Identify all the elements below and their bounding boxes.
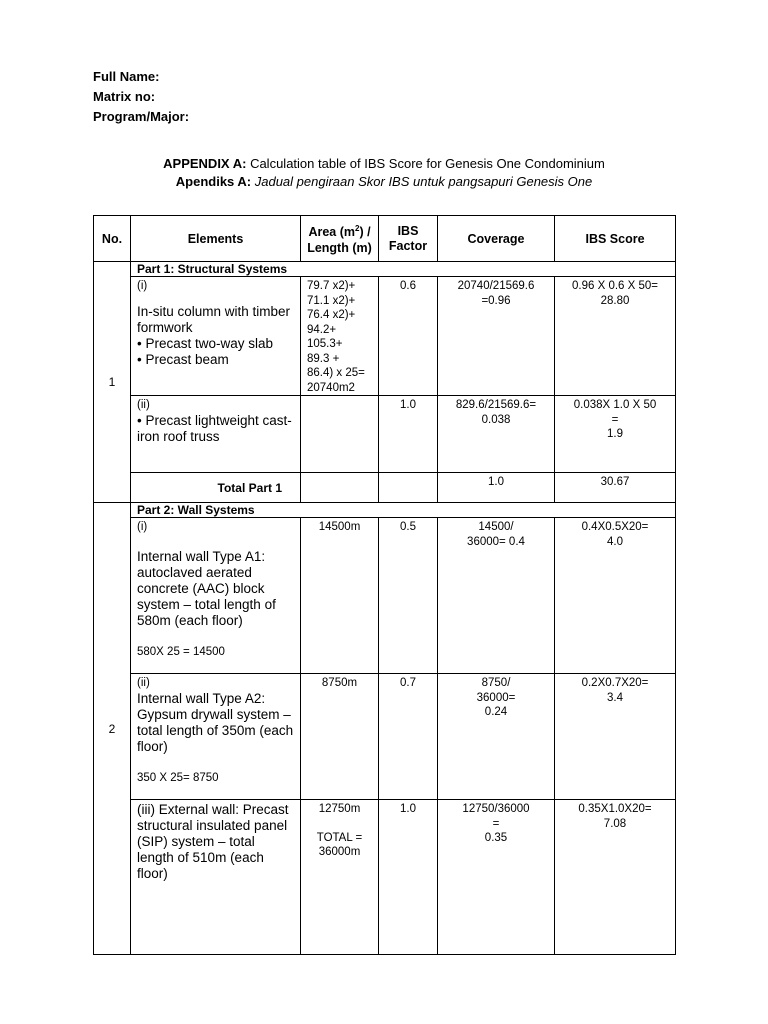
part1-r2-elements: (ii) • Precast lightweight cast-iron roof truss [131, 396, 301, 473]
table-row [94, 396, 676, 473]
part2-r2-coverage: 8750/ 36000= 0.24 [438, 674, 555, 800]
part2-r3-factor: 1.0 [379, 800, 438, 955]
header-elements: Elements [131, 216, 301, 262]
part2-r2-score: 0.2X0.7X20= 3.4 [555, 674, 676, 800]
part1-r2-area [301, 396, 379, 473]
table-row [94, 277, 676, 396]
part1-r2-score: 0.038X 1.0 X 50 = 1.9 [555, 396, 676, 473]
part1-title-row [94, 262, 676, 277]
part1-no: 1 [94, 262, 131, 503]
part1-r1-score: 0.96 X 0.6 X 50= 28.80 [555, 277, 676, 396]
part1-total-label: Total Part 1 [131, 473, 301, 503]
part2-r3-score: 0.35X1.0X20= 7.08 [555, 800, 676, 955]
part2-r2-area: 8750m [301, 674, 379, 800]
header-ibs-factor: IBS Factor [379, 216, 438, 262]
part2-r1-score: 0.4X0.5X20= 4.0 [555, 518, 676, 674]
part1-r1-factor: 0.6 [379, 277, 438, 396]
full-name-label: Full Name: [93, 69, 160, 84]
header-coverage: Coverage [438, 216, 555, 262]
header-no: No. [94, 216, 131, 262]
part2-r2-elements: (ii) Internal wall Type A2: Gypsum drywall system – total length of 350m (each floor) 350 X 25= 8750 [131, 674, 301, 800]
header-area: Area $(m^2)$ / Length (m) [301, 216, 379, 262]
part1-title: Part 1: Structural Systems [131, 262, 676, 277]
part2-r3-elements: (iii) External wall: Precast structural insulated panel (SIP) system – total length of 510m (each floor) [131, 800, 301, 955]
appendix-title-en: APPENDIX A: Calculation table of IBS Score for Genesis One Condominium [163, 156, 605, 171]
part2-r1-coverage: 14500/ 36000= 0.4 [438, 518, 555, 674]
part1-r2-coverage: 829.6/21569.6= 0.038 [438, 396, 555, 473]
part1-r1-area: 79.7 x2)+ 71.1 x2)+ 76.4 x2)+ 94.2+ 105.3+ 89.3 + 86.4) x 25= 20740m2 [301, 277, 379, 396]
matrix-no-label: Matrix no: [93, 89, 156, 104]
part2-r3-coverage: 12750/36000 = 0.35 [438, 800, 555, 955]
part1-total-factor [379, 473, 438, 503]
part1-total-coverage: 1.0 [438, 473, 555, 503]
part2-r1-elements: (i) Internal wall Type A1: autoclaved aerated concrete (AAC) block system – total length of 580m (each floor) 580X 25 = 14500 [131, 518, 301, 674]
part2-r2-factor: 0.7 [379, 674, 438, 800]
part1-r1-elements: (i) In-situ column with timber formwork • Precast two-way slab • Precast beam [131, 277, 301, 396]
part2-r1-area: 14500m [301, 518, 379, 674]
table-row [94, 674, 676, 800]
part2-title-row [94, 503, 676, 518]
part1-r2-factor: 1.0 [379, 396, 438, 473]
part1-total-area [301, 473, 379, 503]
part2-r3-area: 12750m TOTAL = 36000m [301, 800, 379, 955]
appendix-title-ms: Apendiks A: Jadual pengiraan Skor IBS untuk pangsapuri Genesis One [175, 174, 593, 189]
part1-total-score: 30.67 [555, 473, 676, 503]
ibs-score-table [93, 215, 676, 955]
part2-title: Part 2: Wall Systems [131, 503, 676, 518]
program-label: Program/Major: [93, 109, 190, 124]
part2-no: 2 [94, 503, 131, 955]
table-header-row [94, 216, 676, 262]
table-row [94, 518, 676, 674]
header-ibs-score: IBS Score [555, 216, 676, 262]
part1-r1-coverage: 20740/21569.6 =0.96 [438, 277, 555, 396]
part1-total-row [94, 473, 676, 503]
part2-r1-factor: 0.5 [379, 518, 438, 674]
table-row [94, 800, 676, 955]
